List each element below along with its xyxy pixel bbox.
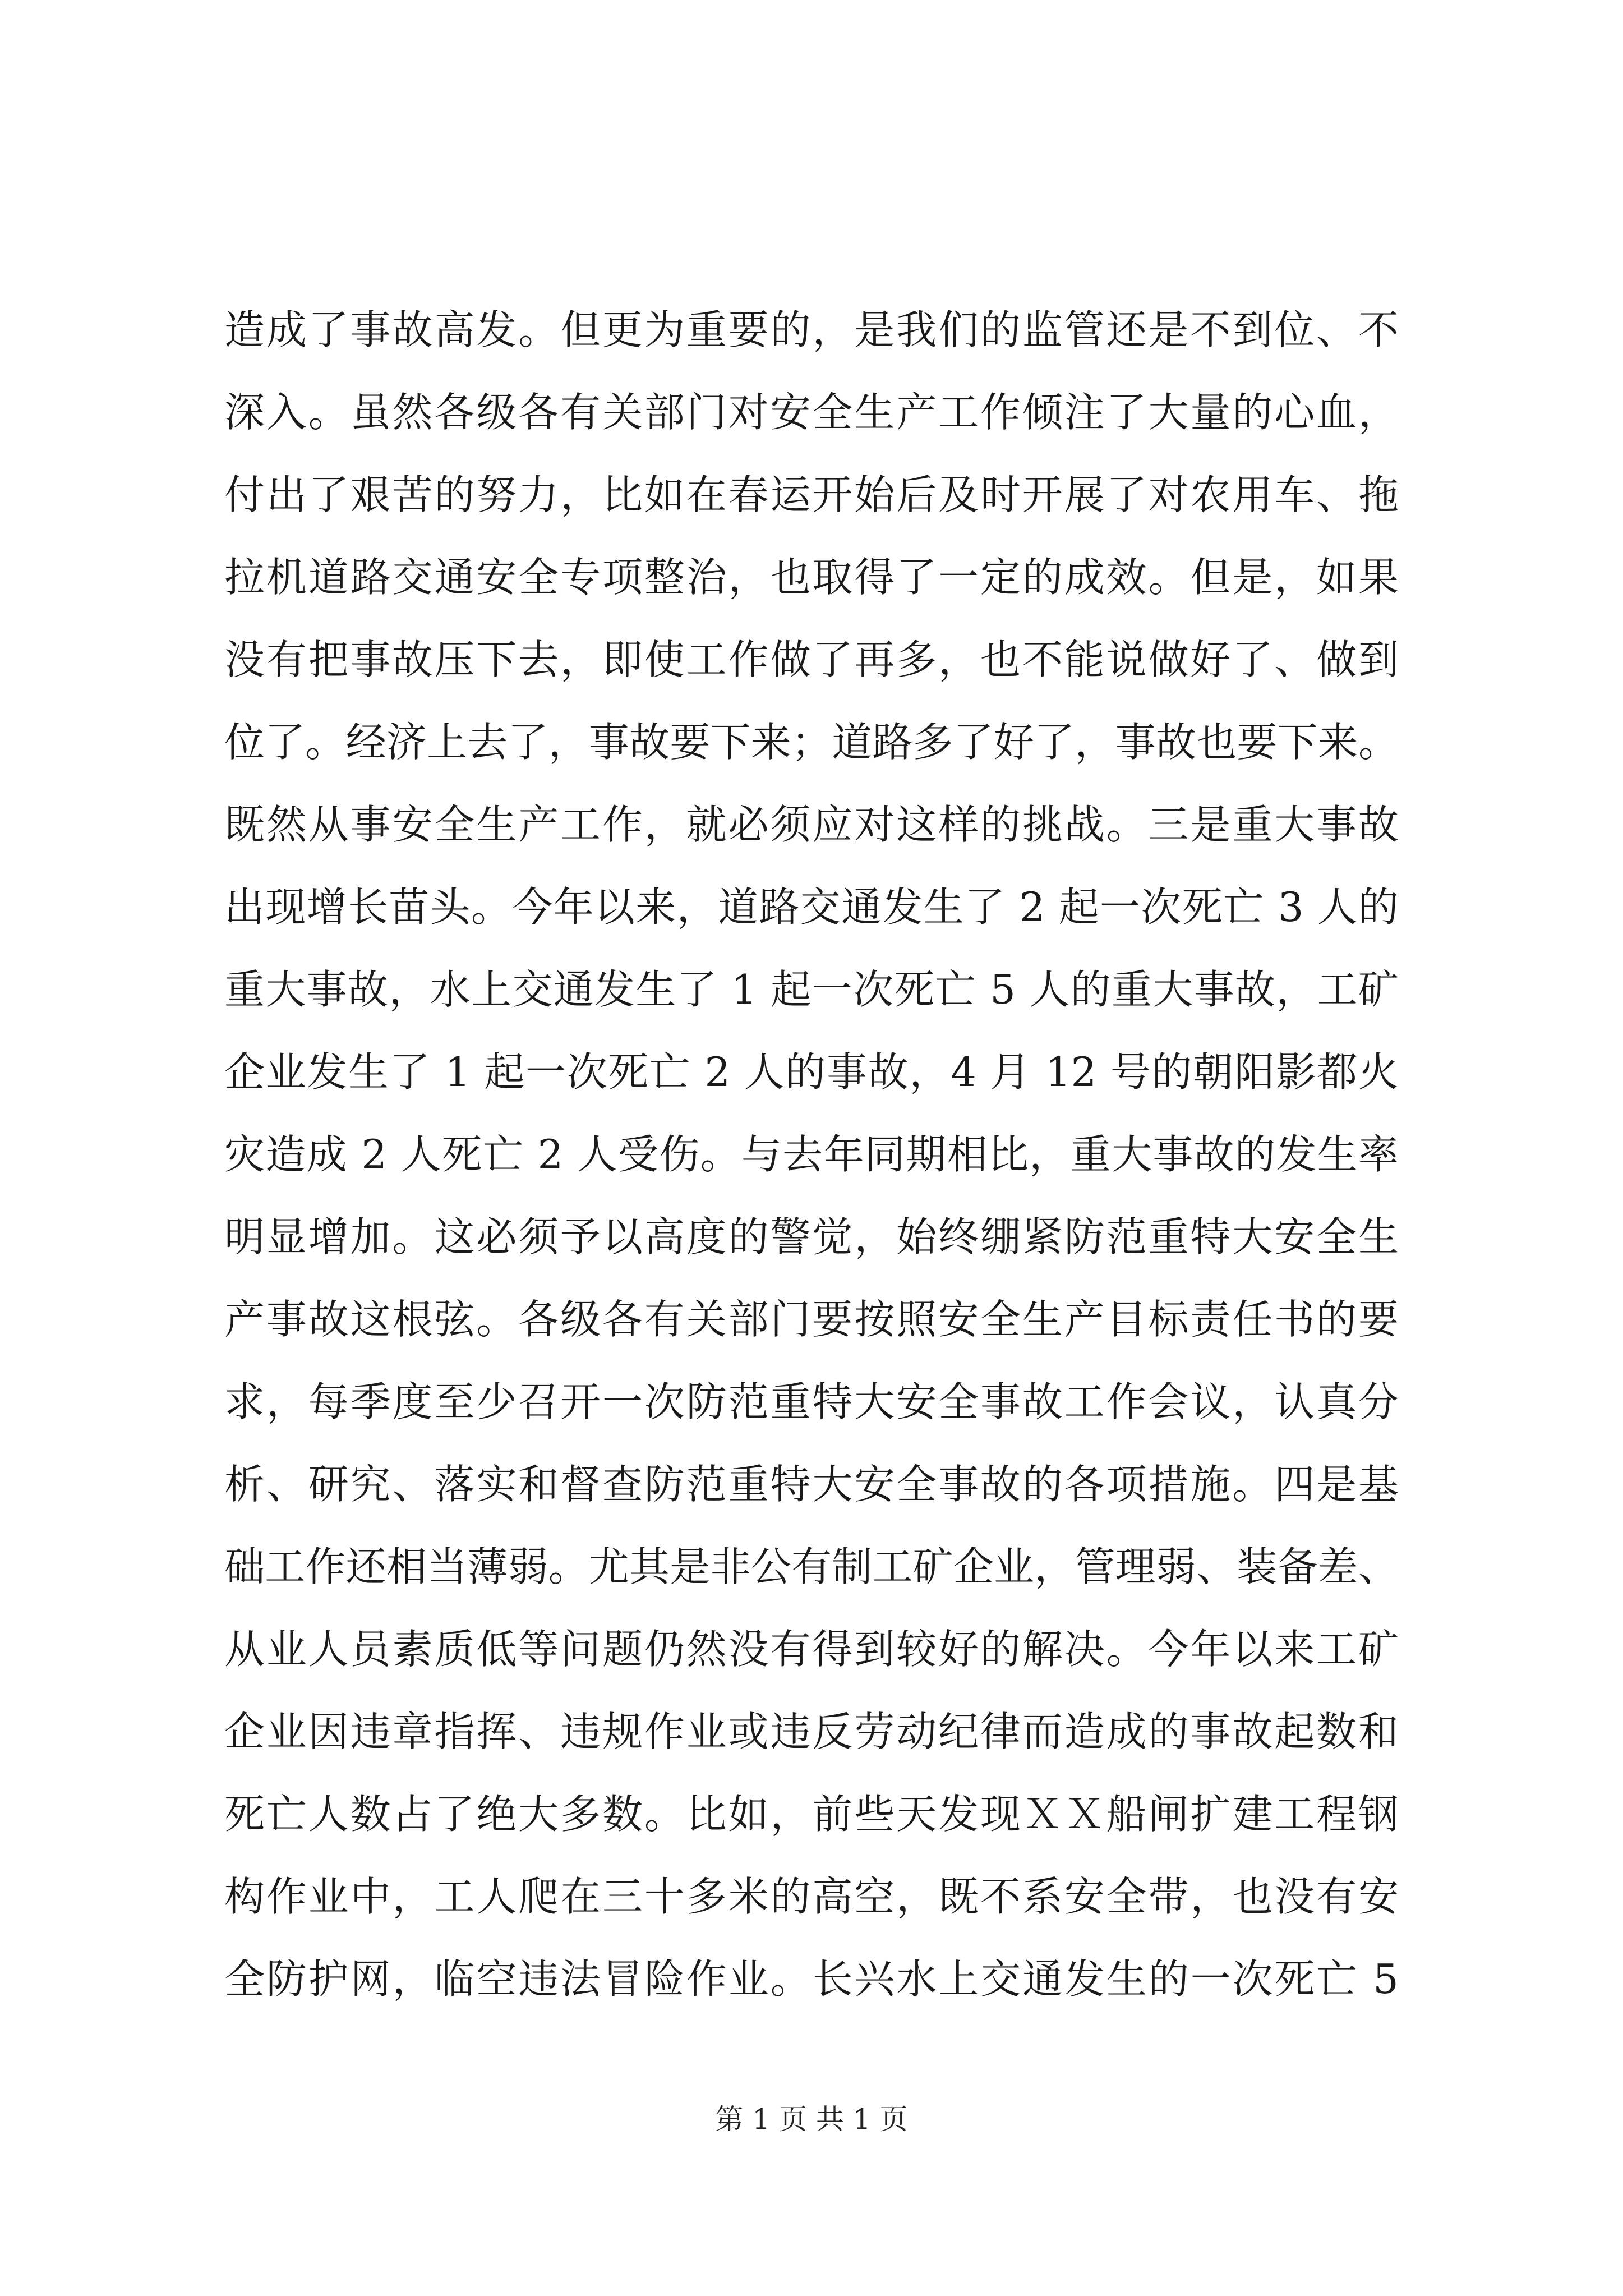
text-line: 析、研究、落实和督查防范重特大安全事故的各项措施。四是基 <box>224 1461 1399 1508</box>
text-line: 求，每季度至少召开一次防范重特大安全事故工作会议，认真分 <box>224 1378 1399 1425</box>
text-line: 企业发生了 1 起一次死亡 2 人的事故，4 月 12 号的朝阳影都火 <box>224 1048 1399 1096</box>
text-line: 没有把事故压下去，即使工作做了再多，也不能说做好了、做到 <box>224 636 1399 683</box>
text-line: 重大事故，水上交通发生了 1 起一次死亡 5 人的重大事故，工矿 <box>224 966 1399 1013</box>
page-number-label: 第 1 页 共 1 页 <box>715 2103 908 2136</box>
body-text <box>224 289 1399 2021</box>
text-line: 从业人员素质低等问题仍然没有得到较好的解决。今年以来工矿 <box>224 1626 1399 1673</box>
page-footer <box>0 2102 1623 2136</box>
text-line: 造成了事故高发。但更为重要的，是我们的监管还是不到位、不 <box>224 306 1399 353</box>
text-line: 础工作还相当薄弱。尤其是非公有制工矿企业，管理弱、装备差、 <box>224 1543 1399 1590</box>
text-line: 产事故这根弦。各级各有关部门要按照安全生产目标责任书的要 <box>224 1296 1399 1343</box>
text-line: 付出了艰苦的努力，比如在春运开始后及时开展了对农用车、拖 <box>224 471 1399 518</box>
text-line: 全防护网，临空违法冒险作业。长兴水上交通发生的一次死亡 5 <box>224 1955 1399 2003</box>
text-line: 出现增长苗头。今年以来，道路交通发生了 2 起一次死亡 3 人的 <box>224 884 1399 931</box>
text-line: 灾造成 2 人死亡 2 人受伤。与去年同期相比，重大事故的发生率 <box>224 1131 1399 1178</box>
text-line: 明显增加。这必须予以高度的警觉，始终绷紧防范重特大安全生 <box>224 1213 1399 1260</box>
text-line: 位了。经济上去了，事故要下来；道路多了好了，事故也要下来。 <box>224 719 1399 766</box>
text-line: 死亡人数占了绝大多数。比如，前些天发现ＸＸ船闸扩建工程钢 <box>224 1791 1399 1838</box>
text-line: 拉机道路交通安全专项整治，也取得了一定的成效。但是，如果 <box>224 554 1399 601</box>
text-line: 既然从事安全生产工作，就必须应对这样的挑战。三是重大事故 <box>224 801 1399 848</box>
text-line: 企业因违章指挥、违规作业或违反劳动纪律而造成的事故起数和 <box>224 1708 1399 1755</box>
text-line: 深入。虽然各级各有关部门对安全生产工作倾注了大量的心血， <box>224 389 1399 436</box>
text-line: 构作业中，工人爬在三十多米的高空，既不系安全带，也没有安 <box>224 1873 1399 1920</box>
